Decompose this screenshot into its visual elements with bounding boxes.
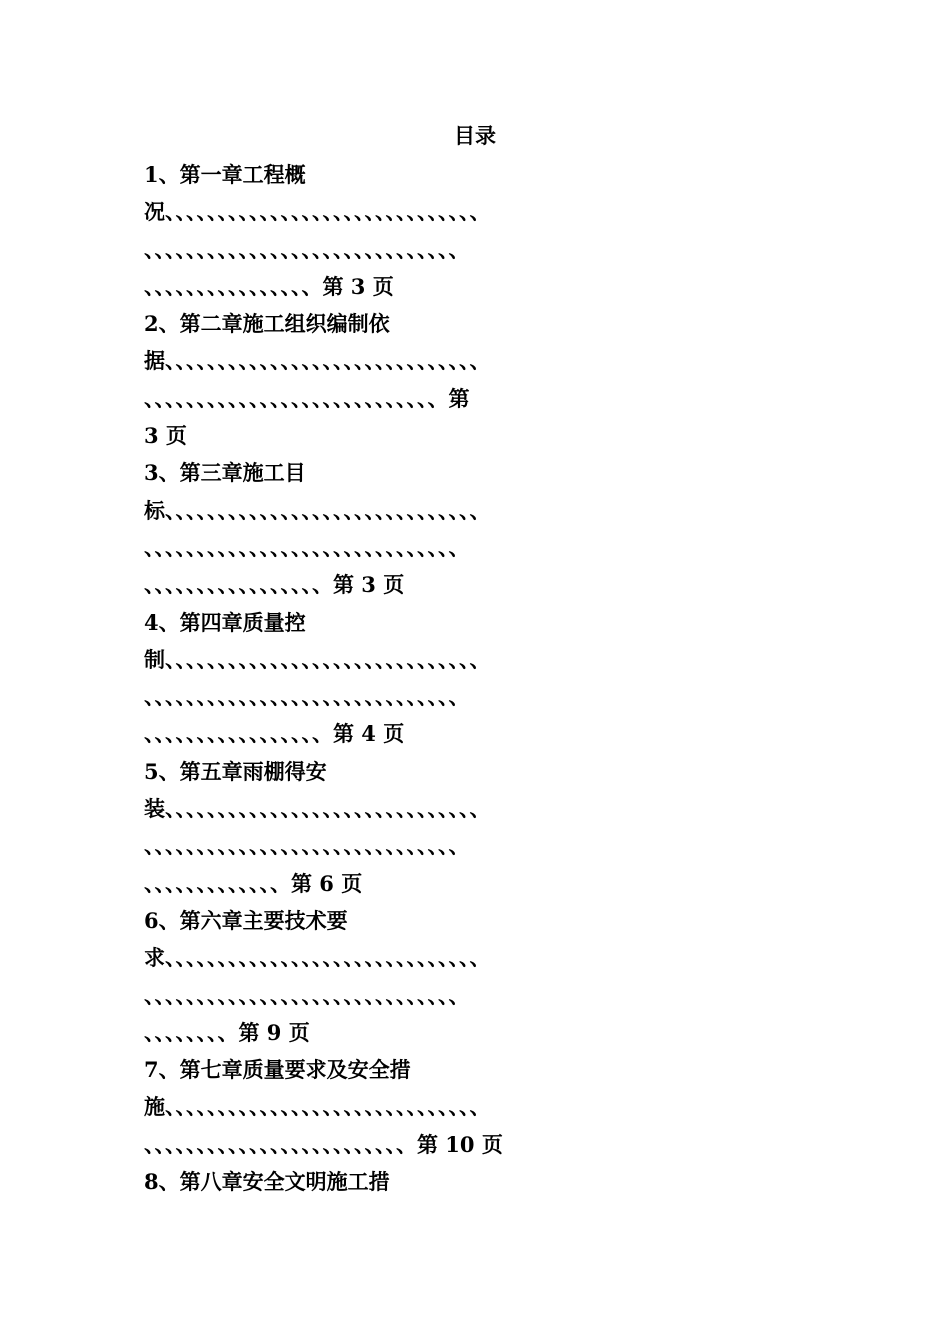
toc-line: 8、第八章安全文明施工措 [144, 1169, 390, 1195]
toc-line: 、、、、、、、、、、、、、、、、、、、、、、、、、、、、第 [144, 385, 470, 411]
toc-entry-2[interactable] [144, 305, 794, 454]
toc-entry-7[interactable] [144, 1051, 794, 1163]
toc-line: 装、、、、、、、、、、、、、、、、、、、、、、、、、、、、、、 [144, 796, 491, 822]
toc-line: 、、、、、、、、、、、、、、、、、第 4 页 [144, 721, 405, 747]
toc-line: 、、、、、、、、、、、、、第 6 页 [144, 870, 363, 896]
table-of-contents [144, 156, 794, 1200]
toc-line: 、、、、、、、、、、、、、、、、、、、、、、、、、、、、、、 [144, 236, 470, 262]
toc-line: 3 页 [144, 423, 187, 449]
toc-line: 4、第四章质量控 [144, 609, 306, 635]
toc-line: 、、、、、、、、、、、、、、、、、、、、、、、、、、、、、、 [144, 982, 470, 1008]
toc-line: 、、、、、、、、、、、、、、、、、、、、、、、、、第 10 页 [144, 1131, 503, 1157]
toc-line: 6、第六章主要技术要 [144, 907, 348, 933]
toc-entry-3[interactable] [144, 454, 794, 603]
toc-entry-8[interactable] [144, 1163, 794, 1200]
toc-entry-1[interactable] [144, 156, 794, 305]
toc-line: 1、第一章工程概 [144, 162, 306, 187]
toc-line: 施、、、、、、、、、、、、、、、、、、、、、、、、、、、、、、 [144, 1094, 491, 1120]
toc-entry-6[interactable] [144, 902, 794, 1051]
toc-line: 3、第三章施工目 [144, 460, 306, 486]
toc-line: 制、、、、、、、、、、、、、、、、、、、、、、、、、、、、、、 [144, 646, 491, 672]
toc-line: 、、、、、、、、、、、、、、、、、第 3 页 [144, 572, 405, 598]
toc-line: 况、、、、、、、、、、、、、、、、、、、、、、、、、、、、、、 [144, 199, 491, 225]
toc-line: 标、、、、、、、、、、、、、、、、、、、、、、、、、、、、、、 [144, 497, 491, 523]
toc-title: 目录 [454, 123, 496, 148]
toc-line: 求、、、、、、、、、、、、、、、、、、、、、、、、、、、、、、 [144, 945, 491, 971]
toc-line: 、、、、、、、、、、、、、、、、、、、、、、、、、、、、、、 [144, 833, 470, 859]
toc-line: 据、、、、、、、、、、、、、、、、、、、、、、、、、、、、、、 [144, 348, 491, 374]
toc-line: 7、第七章质量要求及安全措 [144, 1057, 411, 1083]
toc-line: 、、、、、、、、、、、、、、、、、、、、、、、、、、、、、、 [144, 534, 470, 560]
toc-entry-5[interactable] [144, 753, 794, 902]
toc-line: 5、第五章雨棚得安 [144, 758, 327, 784]
toc-line: 2、第二章施工组织编制依 [144, 311, 390, 337]
toc-line: 、、、、、、、、、、、、、、、、、、、、、、、、、、、、、、 [144, 684, 470, 710]
toc-line: 、、、、、、、、第 9 页 [144, 1019, 310, 1045]
toc-line: 、、、、、、、、、、、、、、、、第 3 页 [144, 273, 394, 299]
toc-entry-4[interactable] [144, 604, 794, 753]
